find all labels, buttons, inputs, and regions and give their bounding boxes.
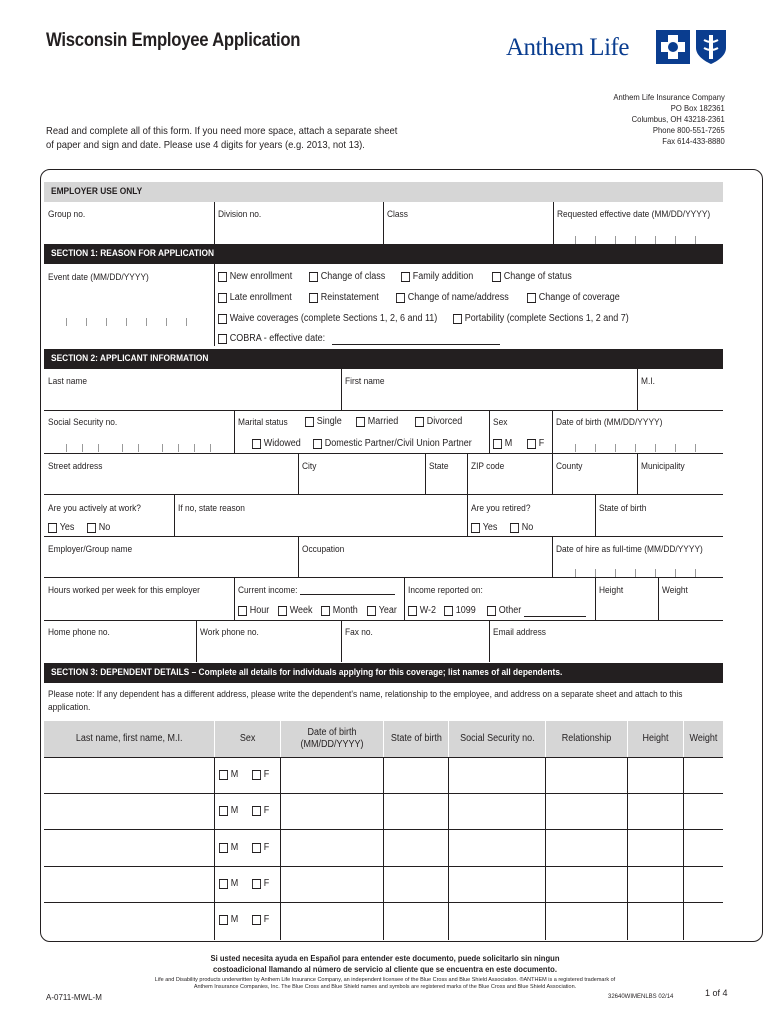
state-field[interactable]: State (429, 461, 449, 472)
divider (196, 621, 197, 662)
divider (214, 264, 215, 346)
col-weight: Weight (684, 721, 723, 757)
hours-per-week-field[interactable]: Hours worked per week for this employer (48, 585, 200, 596)
division-no-field[interactable]: Division no. (218, 209, 262, 220)
change-status-checkbox[interactable]: Change of status (492, 271, 572, 282)
divider (545, 757, 546, 940)
divider (448, 757, 449, 940)
employer-use-header: EMPLOYER USE ONLY (44, 182, 723, 202)
actively-at-work-label: Are you actively at work? (48, 503, 141, 514)
other-input[interactable] (524, 607, 586, 617)
section2-header: SECTION 2: APPLICANT INFORMATION (44, 349, 723, 369)
divider (595, 495, 596, 536)
date-ticks (575, 236, 715, 244)
instructions: Read and complete all of this form. If you need more space, attach a separate sheet of paper and sign and date. Please use 4 digits for years (e.g. 2013, not 13). (46, 125, 398, 151)
sex-label: Sex (493, 417, 508, 428)
cobra-checkbox[interactable]: COBRA - effective date: (218, 333, 325, 344)
home-phone-field[interactable]: Home phone no. (48, 627, 110, 638)
legal-notice: Life and Disability products underwritten by Anthem Life Insurance Company, an independent licensee of the Blue Cross and Blue Shield Association. ®ANTHEM is a registered trademark of Anthem Insurance Companies, Inc. The Blue Cross and Blue Shield names and symbols are registered marks of the Blue Cross and Blue Shield Association. (154, 977, 616, 990)
municipality-field[interactable]: Municipality (641, 461, 685, 472)
divider (298, 454, 299, 494)
divider (404, 578, 405, 620)
blue-cross-icon (656, 30, 690, 64)
effective-date-field[interactable]: Requested effective date (MM/DD/YYYY) (557, 209, 711, 220)
dep4-sex-m-checkbox[interactable]: M (219, 878, 238, 889)
change-class-checkbox[interactable]: Change of class (309, 271, 385, 282)
divider (467, 454, 468, 494)
form-number: A-0711-MWL-M (46, 993, 102, 1002)
single-checkbox[interactable]: Single (305, 416, 342, 427)
page-number: 1 of 4 (705, 988, 728, 998)
divider (637, 369, 638, 410)
first-name-field[interactable]: First name (345, 376, 385, 387)
widowed-checkbox[interactable]: Widowed (252, 438, 301, 449)
other-checkbox[interactable]: Other (487, 605, 521, 616)
divider (383, 757, 384, 940)
active-no-checkbox[interactable]: No (87, 522, 110, 533)
col-dob: Date of birth (MM/DD/YYYY) (281, 721, 383, 757)
table-row (44, 793, 723, 794)
divider (234, 578, 235, 620)
mi-field[interactable]: M.I. (641, 376, 655, 387)
divider (489, 411, 490, 453)
divorced-checkbox[interactable]: Divorced (415, 416, 462, 427)
waive-coverages-checkbox[interactable]: Waive coverages (complete Sections 1, 2, 6 and 11) (218, 313, 437, 324)
date-of-hire-field[interactable]: Date of hire as full-time (MM/DD/YYYY) (556, 544, 703, 555)
divider (627, 757, 628, 940)
ssn-field[interactable]: Social Security no. (48, 417, 118, 428)
divider (44, 494, 723, 495)
sex-m-checkbox[interactable]: M (493, 438, 512, 449)
current-income-input[interactable] (300, 585, 395, 595)
divider (683, 757, 684, 940)
marital-status-label: Marital status (238, 417, 288, 428)
divider (552, 411, 553, 453)
retired-label: Are you retired? (471, 503, 531, 514)
divider (298, 537, 299, 577)
late-enrollment-checkbox[interactable]: Late enrollment (218, 292, 292, 303)
event-date-field[interactable]: Event date (MM/DD/YYYY) (48, 272, 149, 283)
new-enrollment-checkbox[interactable]: New enrollment (218, 271, 292, 282)
divider (341, 369, 342, 410)
divider (214, 757, 215, 940)
1099-checkbox[interactable]: 1099 (444, 605, 476, 616)
change-coverage-checkbox[interactable]: Change of coverage (527, 292, 620, 303)
dep3-sex-m-checkbox[interactable]: M (219, 842, 238, 853)
height-field[interactable]: Height (599, 585, 624, 596)
family-addition-checkbox[interactable]: Family addition (401, 271, 473, 282)
change-name-address-checkbox[interactable]: Change of name/address (396, 292, 509, 303)
form-code: 32640WIMENLBS 02/14 (608, 994, 674, 1000)
dep4-sex-f-checkbox[interactable]: F (252, 878, 269, 889)
domestic-partner-checkbox[interactable]: Domestic Partner/Civil Union Partner (313, 438, 472, 449)
class-field[interactable]: Class (387, 209, 408, 220)
divider (425, 454, 426, 494)
dob-field[interactable]: Date of birth (MM/DD/YYYY) (556, 417, 663, 428)
street-address-field[interactable]: Street address (48, 461, 103, 472)
weight-field[interactable]: Weight (662, 585, 688, 596)
spanish-notice: Si usted necesita ayuda en Español para entender este documento, puede solicitarlo sin ningun costoadicional llamando al número de servicio al cliente que se encuentra en este documento. (210, 953, 560, 974)
col-relationship: Relationship (546, 721, 627, 757)
retired-no-checkbox[interactable]: No (510, 522, 533, 533)
col-sex: Sex (215, 721, 280, 757)
dep2-sex-f-checkbox[interactable]: F (252, 805, 269, 816)
section1-header: SECTION 1: REASON FOR APPLICATION (44, 244, 723, 264)
divider (280, 757, 281, 940)
col-height: Height (628, 721, 683, 757)
retired-yes-checkbox[interactable]: Yes (471, 522, 497, 533)
dep3-sex-f-checkbox[interactable]: F (252, 842, 269, 853)
w2-checkbox[interactable]: W-2 (408, 605, 436, 616)
dep1-sex-m-checkbox[interactable]: M (219, 769, 238, 780)
col-state-of-birth: State of birth (384, 721, 448, 757)
divider (553, 202, 554, 244)
divider (489, 621, 490, 662)
dep2-sex-m-checkbox[interactable]: M (219, 805, 238, 816)
cobra-date-input[interactable] (332, 335, 500, 345)
col-name: Last name, first name, M.I. (44, 721, 214, 757)
table-row (44, 829, 723, 830)
divider (341, 621, 342, 662)
divider (44, 620, 723, 621)
divider (467, 495, 468, 536)
active-yes-checkbox[interactable]: Yes (48, 522, 74, 533)
income-year-checkbox[interactable]: Year (367, 605, 397, 616)
ssn-ticks (66, 444, 216, 452)
fax-field[interactable]: Fax no. (345, 627, 373, 638)
divider (383, 202, 384, 244)
dep5-sex-f-checkbox[interactable]: F (252, 914, 269, 925)
divider (44, 453, 723, 454)
if-no-reason-field[interactable]: If no, state reason (178, 503, 245, 514)
divider (44, 410, 723, 411)
company-address: Anthem Life Insurance Company PO Box 182361 Columbus, OH 43218-2361 Phone 800-551-7265 Fax 614-433-8880 (613, 92, 725, 146)
date-ticks (575, 444, 715, 452)
divider (234, 411, 235, 453)
income-month-checkbox[interactable]: Month (321, 605, 358, 616)
form-title: Wisconsin Employee Application (46, 30, 301, 51)
section3-note: Please note: If any dependent has a different address, please write the dependent's name, relationship to the employee, and address on a separate sheet and attach to this application. (48, 689, 683, 713)
divider (595, 578, 596, 620)
portability-checkbox[interactable]: Portability (complete Sections 1, 2 and 7) (453, 313, 629, 324)
divider (214, 202, 215, 244)
col-ssn: Social Security no. (449, 721, 545, 757)
city-field[interactable]: City (302, 461, 317, 472)
income-week-checkbox[interactable]: Week (278, 605, 313, 616)
blue-shield-icon (694, 28, 728, 62)
date-ticks (66, 318, 206, 326)
current-income-label: Current income: (238, 585, 298, 596)
state-of-birth-field[interactable]: State of birth (599, 503, 647, 514)
zip-field[interactable]: ZIP code (471, 461, 505, 472)
dep1-sex-f-checkbox[interactable]: F (252, 769, 269, 780)
dep5-sex-m-checkbox[interactable]: M (219, 914, 238, 925)
reinstatement-checkbox[interactable]: Reinstatement (309, 292, 379, 303)
sex-f-checkbox[interactable]: F (527, 438, 544, 449)
divider (637, 454, 638, 494)
table-row (44, 866, 723, 867)
divider (44, 577, 723, 578)
group-no-field[interactable]: Group no. (48, 209, 86, 220)
divider (658, 578, 659, 620)
divider (552, 454, 553, 494)
anthem-life-logo: Anthem Life (506, 34, 629, 61)
section3-header: SECTION 3: DEPENDENT DETAILS – Complete all details for individuals applying for this coverage; list names of all dependents. (44, 663, 723, 683)
table-row (44, 902, 723, 903)
occupation-field[interactable]: Occupation (302, 544, 345, 555)
divider (44, 536, 723, 537)
last-name-field[interactable]: Last name (48, 376, 88, 387)
work-phone-field[interactable]: Work phone no. (200, 627, 259, 638)
county-field[interactable]: County (556, 461, 583, 472)
divider (174, 495, 175, 536)
income-hour-checkbox[interactable]: Hour (238, 605, 269, 616)
email-field[interactable]: Email address (493, 627, 546, 638)
employer-group-field[interactable]: Employer/Group name (48, 544, 133, 555)
form-frame (40, 169, 763, 942)
income-reported-label: Income reported on: (408, 585, 483, 596)
married-checkbox[interactable]: Married (356, 416, 398, 427)
divider (552, 537, 553, 577)
date-ticks (575, 569, 715, 577)
